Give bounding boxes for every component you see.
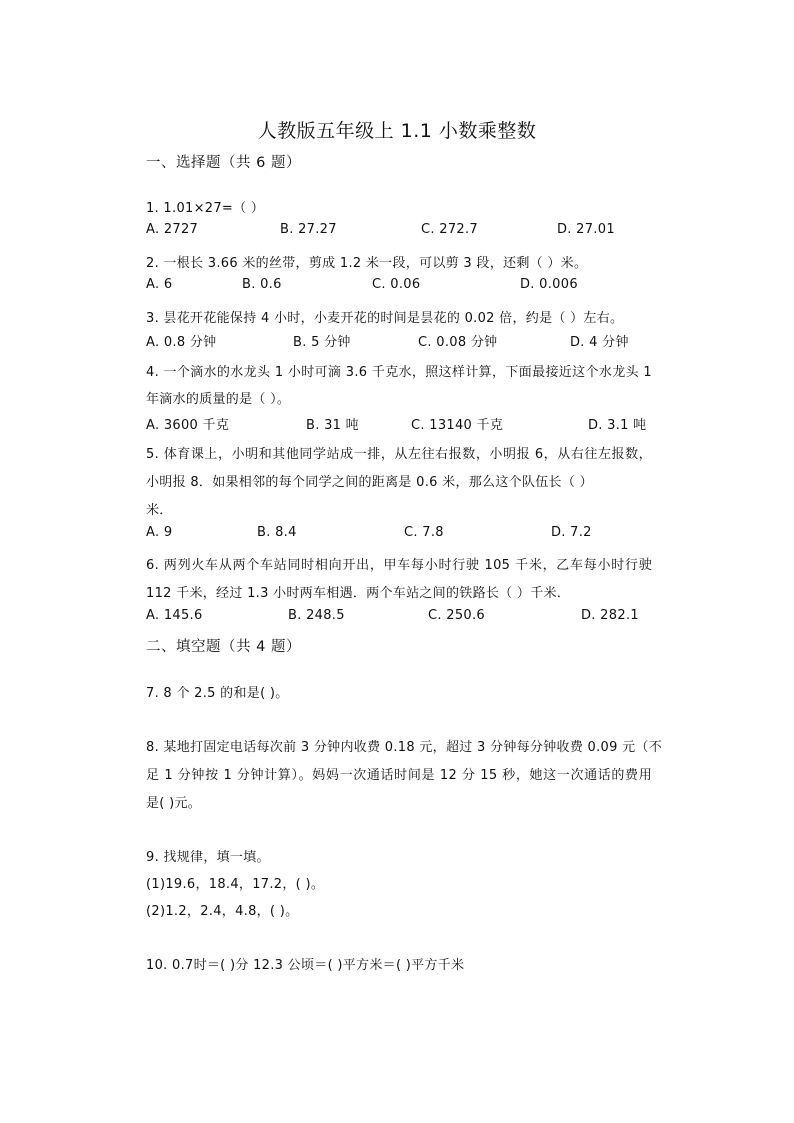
question-5-option-a: A. 9 [146, 525, 173, 540]
question-2-option-b: B. 0.6 [242, 277, 282, 292]
question-9-stem: 9. 找规律，填一填。 [146, 850, 270, 865]
question-3-stem: 3. 昙花开花能保持 4 小时，小麦开花的时间是昙花的 0.02 倍，约是（ ）左右。 [146, 311, 624, 326]
section-heading-fill-in: 二、填空题（共 4 题） [146, 639, 301, 655]
question-1-option-c: C. 272.7 [421, 222, 478, 237]
question-9-sub-2: (2)1.2，2.4，4.8，( )。 [146, 904, 299, 919]
question-5-stem-line-3: 米． [146, 503, 173, 518]
question-3-option-d: D. 4 分钟 [570, 335, 629, 350]
question-2-option-d: D. 0.006 [520, 277, 578, 292]
question-1-option-d: D. 27.01 [557, 222, 615, 237]
worksheet-title: 人教版五年级上 1.1 小数乘整数 [257, 120, 537, 142]
question-2-option-a: A. 6 [146, 277, 173, 292]
question-5-option-b: B. 8.4 [257, 525, 297, 540]
question-6-option-c: C. 250.6 [428, 608, 485, 623]
question-10-stem: 10. 0.7时＝( )分 12.3 公顷＝( )平方米＝( )平方千米 [146, 958, 465, 973]
section-heading-multiple-choice: 一、选择题（共 6 题） [146, 155, 301, 171]
question-4-option-c: C. 13140 千克 [411, 418, 504, 433]
question-1-stem: 1. 1.01×27=（ ） [146, 201, 265, 216]
question-6-option-d: D. 282.1 [581, 608, 639, 623]
question-4-option-b: B. 31 吨 [306, 418, 359, 433]
question-4-stem-line-2: 年滴水的质量的是（ ）。 [146, 392, 291, 407]
question-4-stem-line-1: 4. 一个滴水的水龙头 1 小时可滴 3.6 千克水，照这样计算，下面最接近这个水龙头 1 [146, 365, 652, 380]
question-6-option-a: A. 145.6 [146, 608, 203, 623]
question-1-option-b: B. 27.27 [280, 222, 337, 237]
question-8-stem-line-1: 8. 某地打固定电话每次前 3 分钟内收费 0.18 元，超过 3 分钟每分钟收费 0.09 元（不 [146, 740, 663, 755]
question-9-sub-1: (1)19.6，18.4，17.2，( )。 [146, 877, 325, 892]
question-4-option-d: D. 3.1 吨 [588, 418, 647, 433]
question-6-option-b: B. 248.5 [288, 608, 345, 623]
question-5-stem-line-2: 小明报 8．如果相邻的每个同学之间的距离是 0.6 米，那么这个队伍长（ ） [146, 475, 593, 490]
question-3-option-c: C. 0.08 分钟 [418, 335, 498, 350]
question-6-stem-line-2: 112 千米，经过 1.3 小时两车相遇．两个车站之间的铁路长（ ）千米． [146, 586, 571, 601]
question-8-stem-line-2: 足 1 分钟按 1 分钟计算）。妈妈一次通话时间是 12 分 15 秒，她这一次通话的费用 [146, 768, 652, 783]
question-8-stem-line-3: 是( )元。 [146, 796, 202, 811]
question-3-option-b: B. 5 分钟 [293, 335, 351, 350]
question-1-option-a: A. 2727 [146, 222, 199, 237]
question-6-stem-line-1: 6. 两列火车从两个车站同时相向开出，甲车每小时行驶 105 千米，乙车每小时行驶 [146, 558, 652, 573]
question-5-stem-line-1: 5. 体育课上，小明和其他同学站成一排，从左往右报数，小明报 6，从右往左报数， [146, 447, 652, 462]
question-3-option-a: A. 0.8 分钟 [146, 335, 217, 350]
question-7-stem: 7. 8 个 2.5 的和是( )。 [146, 686, 289, 701]
question-4-option-a: A. 3600 千克 [146, 418, 230, 433]
question-2-option-c: C. 0.06 [372, 277, 421, 292]
question-5-option-c: C. 7.8 [404, 525, 444, 540]
question-2-stem: 2. 一根长 3.66 米的丝带，剪成 1.2 米一段，可以剪 3 段，还剩（ ）米。 [146, 256, 588, 271]
question-5-option-d: D. 7.2 [551, 525, 592, 540]
